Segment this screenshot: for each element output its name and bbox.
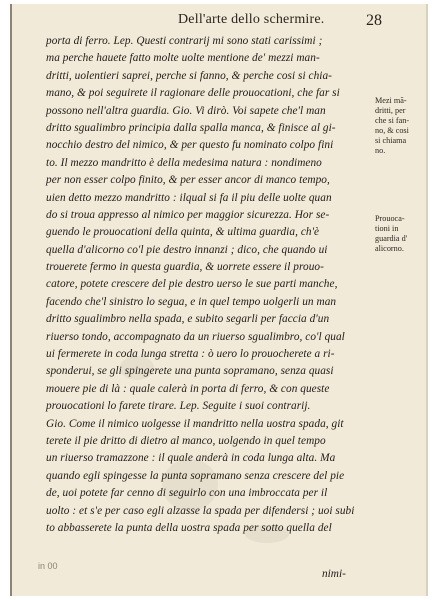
text-line: ui fermerete in coda lunga stretta : ò uero lo prouocherete a ri-	[46, 348, 335, 361]
body-text	[46, 33, 361, 537]
margin-note-line: no.	[375, 146, 386, 155]
margin-note-line: si chiama	[375, 136, 407, 145]
text-line: nocchio destro del nimico, & per questo fu nominato colpo fini	[46, 139, 334, 152]
margin-note-line: Prouoca-	[375, 214, 405, 223]
text-line: ma perche hauete fatto molte uolte mentione de' mezzi man-	[46, 52, 320, 65]
text-line: quando egli spingesse la punta sopramano senza crescere del pie	[46, 469, 345, 482]
text-line: trouerete fermo in questa guardia, & uorrete essere il prouo-	[46, 261, 324, 274]
text-line: Gio. Come il nimico uolgesse il mandritto nella uostra spada, git	[46, 417, 344, 430]
page-number: 28	[366, 12, 382, 29]
text-line: dritto sgualimbro nella spada, e subito segarli per faccia d'un	[46, 313, 330, 326]
margin-note-line: guardia d'	[375, 234, 408, 243]
margin-note-line: alicorno.	[375, 244, 404, 253]
text-line: dritti, uolentieri saprei, perche si fanno, & perche cosi si chia-	[46, 69, 332, 82]
text-line: mano, & poi seguirete il ragionare delle prouocationi, che far si	[46, 87, 340, 100]
text-line: terete il pie dritto di dietro al manco, uolgendo in quel tempo	[46, 434, 326, 447]
text-line: to. Il mezzo mandritto è della medesima natura : nondimeno	[46, 156, 322, 169]
margin-note-line: dritti, per	[375, 106, 406, 115]
page-title: Dell'arte dello schermire.	[178, 12, 325, 27]
catchword: nimi-	[322, 568, 346, 580]
text-line: facendo che'l sinistro lo segua, e in quel tempo uolgerli un man	[46, 295, 337, 308]
margin-note	[375, 96, 433, 156]
library-mark: in 00	[38, 561, 58, 571]
text-line: riuerso tondo, accompagnato da un riuerso sgualimbro, co'l qual	[46, 330, 345, 343]
margin-note-line: tioni in	[375, 224, 399, 233]
text-line: prouocationi lo farete tirare. Lep. Seguite i suoi contrarij.	[46, 400, 311, 413]
text-line: catore, potete crescere del pie destro uerso le sue parti manche,	[46, 278, 338, 291]
text-line: quella d'alicorno co'l pie destro innanzi ; dico, che quando ui	[46, 243, 328, 256]
text-line: to abbasserete la punta della uostra spada per sotto quella del	[46, 521, 332, 534]
text-line: sponderui, se gli spingerete una punta sopramano, senza quasi	[46, 365, 334, 378]
margin-note-line: no, & cosi	[375, 126, 409, 135]
margin-note-line: che si fan-	[375, 116, 410, 125]
text-line: dritto sgualimbro principia dalla spalla manca, & finisce al gi-	[46, 121, 336, 134]
text-line: porta di ferro. Lep. Questi contrarij mi sono stati carissimi ;	[46, 35, 323, 47]
text-line: do si troua appresso al nimico per maggior sicurezza. Hor se-	[46, 208, 330, 221]
margin-note	[375, 214, 433, 254]
text-line: uien detto mezzo mandritto : ilqual si fa il piu delle uolte quan	[46, 191, 332, 204]
text-line: per non esser colpo finito, & per esser ancor di manco tempo,	[46, 174, 330, 187]
running-head	[40, 12, 410, 32]
margin-note-line: Mezi mã-	[375, 96, 407, 105]
text-line: un riuerso tramazzone : il quale anderà in coda lunga alta. Ma	[46, 452, 336, 465]
text-line: de, uoi potete far cenno di seguirlo con una imbroccata per il	[46, 487, 328, 500]
text-line: possono nell'altra guardia. Gio. Vi dirò. Voi sapete che'l man	[46, 104, 326, 117]
text-line: mouere pie di là : quale calerà in porta di ferro, & con queste	[46, 382, 330, 395]
text-line: guendo le prouocationi della quinta, & ultima guardia, ch'è	[46, 226, 320, 239]
text-line: uolto : et s'e per caso egli alzasse la spada per difendersi ; uoi subi	[46, 504, 355, 517]
book-page	[10, 4, 428, 596]
